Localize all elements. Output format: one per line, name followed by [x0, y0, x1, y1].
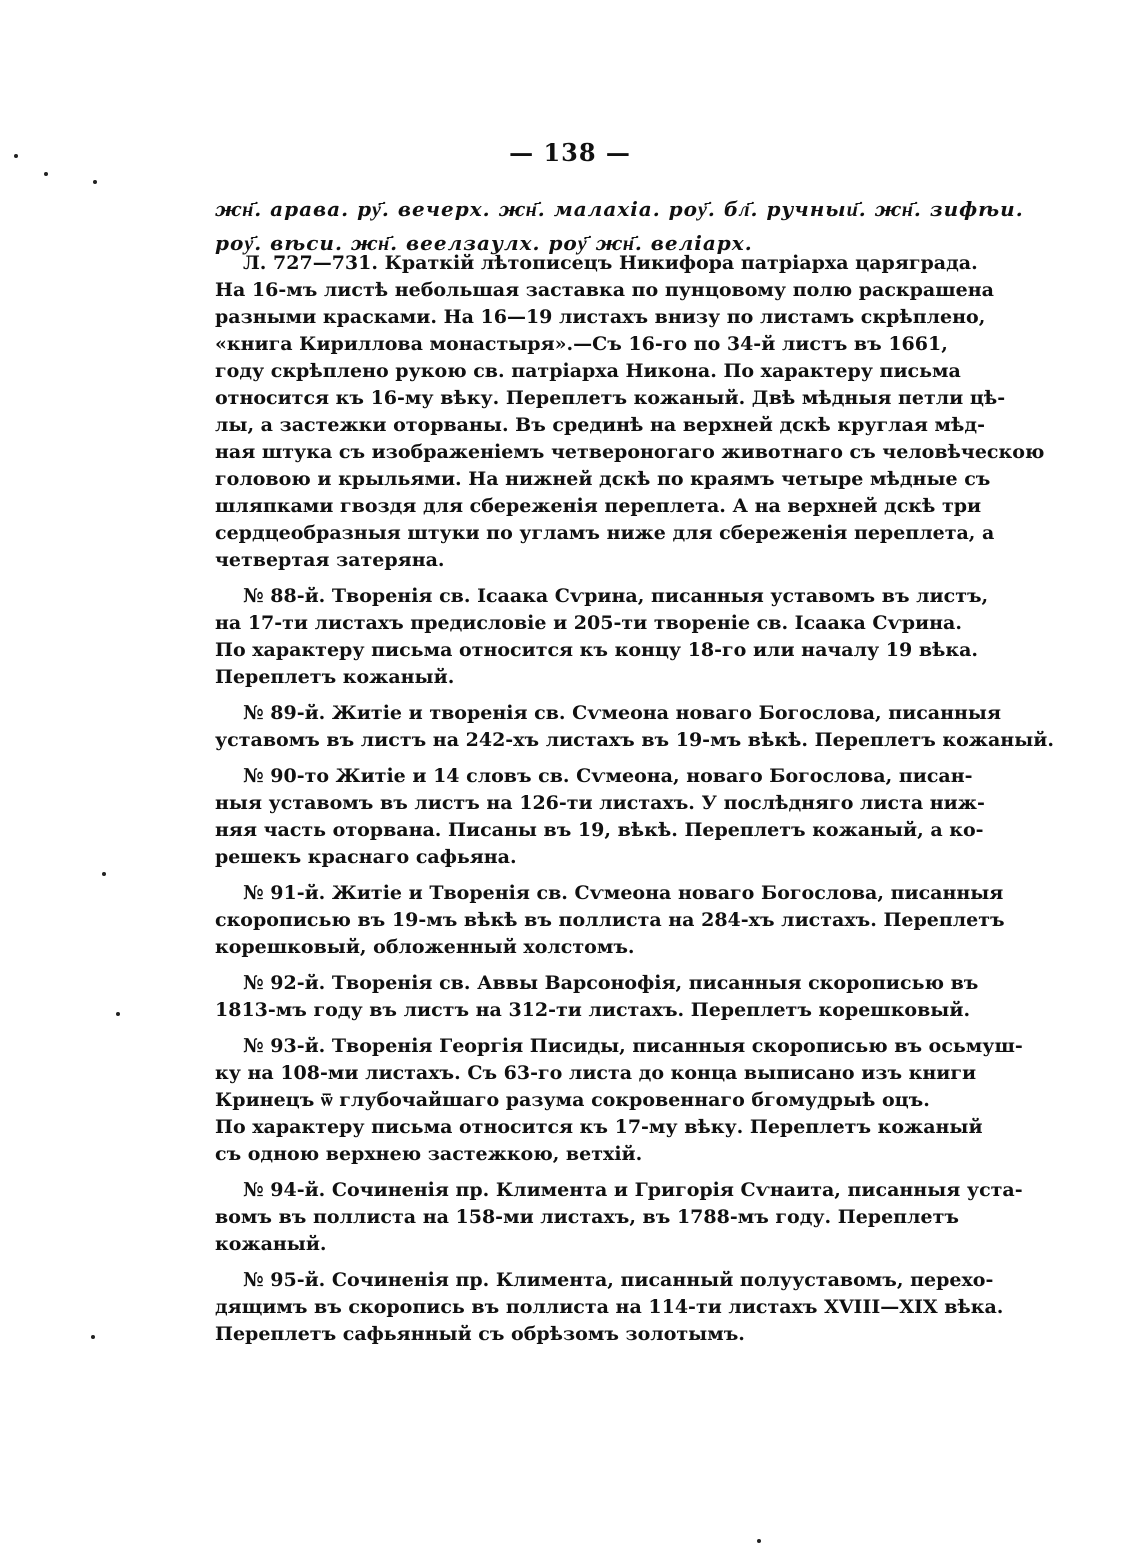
text-line: на 17-ти листахъ предисловіе и 205-ти твореніе св. Іcаака Сѵрина. [215, 612, 962, 634]
text-line: ку на 108-ми листахъ. Съ 63-го листа до конца выписано изъ книги [215, 1062, 977, 1084]
text-line: дящимъ въ скоропись въ поллиста на 114-ти листахъ XVIII—XIX вѣка. [215, 1296, 1004, 1318]
text-line: вомъ въ поллиста на 158-ми листахъ, въ 1788-мъ году. Переплетъ [215, 1206, 959, 1228]
text-line: № 91-й. Житіе и Творенія св. Сѵмеона новаго Богослова, писанныя [243, 882, 1004, 904]
text-line: головою и крыльями. На нижней дскѣ по краямъ четыре мѣдные съ [215, 468, 991, 490]
text-line: 1813-мъ году въ листъ на 312-ти листахъ. Переплетъ корешковый. [215, 999, 971, 1021]
catalog-entry [215, 763, 985, 871]
text-line: По характеру письма относится къ концу 18-го или началу 19 вѣка. [215, 639, 979, 661]
text-line: № 89-й. Житіе и творенія св. Сѵмеона новаго Богослова, писанныя [243, 702, 1001, 724]
scan-speck [116, 1012, 120, 1016]
scan-speck [757, 1539, 761, 1543]
scan-speck [91, 1335, 95, 1339]
page-number: — 138 — [509, 138, 631, 167]
body-text [215, 250, 1054, 1357]
text-line: уставомъ въ листъ на 242-хъ листахъ въ 19-мъ вѣкѣ. Переплетъ кожаный. [215, 729, 1054, 751]
text-line: Переплетъ кожаный. [215, 666, 455, 688]
catalog-entry [215, 250, 1045, 574]
text-line: шляпками гвоздя для сбереженія переплета. А на верхней дскѣ три [215, 495, 982, 517]
text-line: ныя уставомъ въ листъ на 126-ти листахъ. У послѣдняго листа ниж- [215, 792, 985, 814]
text-line: ная штука съ изображеніемъ четвероногаго животнаго съ человѣческою [215, 441, 1045, 463]
text-line: На 16-мъ листѣ небольшая заставка по пунцовому полю раскрашена [215, 279, 994, 301]
catalog-entry [215, 970, 979, 1024]
scan-speck [14, 154, 18, 158]
text-line: четвертая затеряна. [215, 549, 445, 571]
text-line: няя часть оторвана. Писаны въ 19, вѣкѣ. Переплетъ кожаный, а ко- [215, 819, 984, 841]
slavonic-line: жн҃. арава. ру҃. вечерх. жн҃. малахіа. роу҃. бл҃. ручныи҃. жн҃. зифѣи. [215, 197, 1024, 221]
text-line: «книга Кириллова монастыря».—Съ 16-го по 34-й листъ въ 1661, [215, 333, 948, 355]
text-line: № 90-то Житіе и 14 словъ св. Сѵмеона, новаго Богослова, писан- [243, 765, 973, 787]
slavonic-line: роу҃. вѣси. жн҃. веелзаулх. роу҃ жн҃. велiарх. [215, 231, 753, 255]
text-line: Л. 727—731. Краткій лѣтописецъ Никифора патріарха царяграда. [243, 252, 978, 274]
text-line: № 92-й. Творенія св. Аввы Варсонофія, писанныя скорописью въ [243, 972, 979, 994]
text-line: разными красками. На 16—19 листахъ внизу по листамъ скрѣплено, [215, 306, 986, 328]
text-line: съ одною верхнею застежкою, ветхій. [215, 1143, 643, 1165]
text-line: лы, а застежки оторваны. Въ срединѣ на верхней дскѣ круглая мѣд- [215, 414, 985, 436]
text-line: № 93-й. Творенія Георгія Писиды, писанныя скорописью въ осьмуш- [243, 1035, 1023, 1057]
text-line: сердцеобразныя штуки по угламъ ниже для сбереженія переплета, а [215, 522, 995, 544]
text-line: № 88-й. Творенія св. Іcаака Сѵрина, писанныя уставомъ въ листъ, [243, 585, 989, 607]
catalog-entry [215, 1267, 1004, 1348]
text-line: № 94-й. Сочиненія пр. Климента и Григорія Сѵнаита, писанныя уста- [243, 1179, 1023, 1201]
catalog-entry [215, 880, 1005, 961]
text-line: Кринецъ ѿ глубочайшаго разума сокровеннаго бгомудрыѣ оцъ. [215, 1089, 930, 1111]
scan-speck [102, 872, 106, 876]
catalog-entry [215, 1033, 1023, 1168]
text-line: Переплетъ сафьянный съ обрѣзомъ золотымъ. [215, 1323, 745, 1345]
text-line: скорописью въ 19-мъ вѣкѣ въ поллиста на 284-хъ листахъ. Переплетъ [215, 909, 1005, 931]
catalog-entry [215, 1177, 1023, 1258]
catalog-entry [215, 583, 989, 691]
text-line: относится къ 16-му вѣку. Переплетъ кожаный. Двѣ мѣдныя петли цѣ- [215, 387, 1006, 409]
scan-speck [44, 172, 48, 176]
text-line: году скрѣплено рукою св. патріарха Никона. По характеру письма [215, 360, 961, 382]
text-line: корешковый, обложенный холстомъ. [215, 936, 635, 958]
text-line: № 95-й. Сочиненія пр. Климента, писанный полууставомъ, перехо- [243, 1269, 994, 1291]
text-line: кожаный. [215, 1233, 327, 1255]
text-line: По характеру письма относится къ 17-му вѣку. Переплетъ кожаный [215, 1116, 983, 1138]
scan-speck [93, 180, 97, 184]
catalog-entry [215, 700, 1054, 754]
text-line: решекъ краснаго сафьяна. [215, 846, 517, 868]
